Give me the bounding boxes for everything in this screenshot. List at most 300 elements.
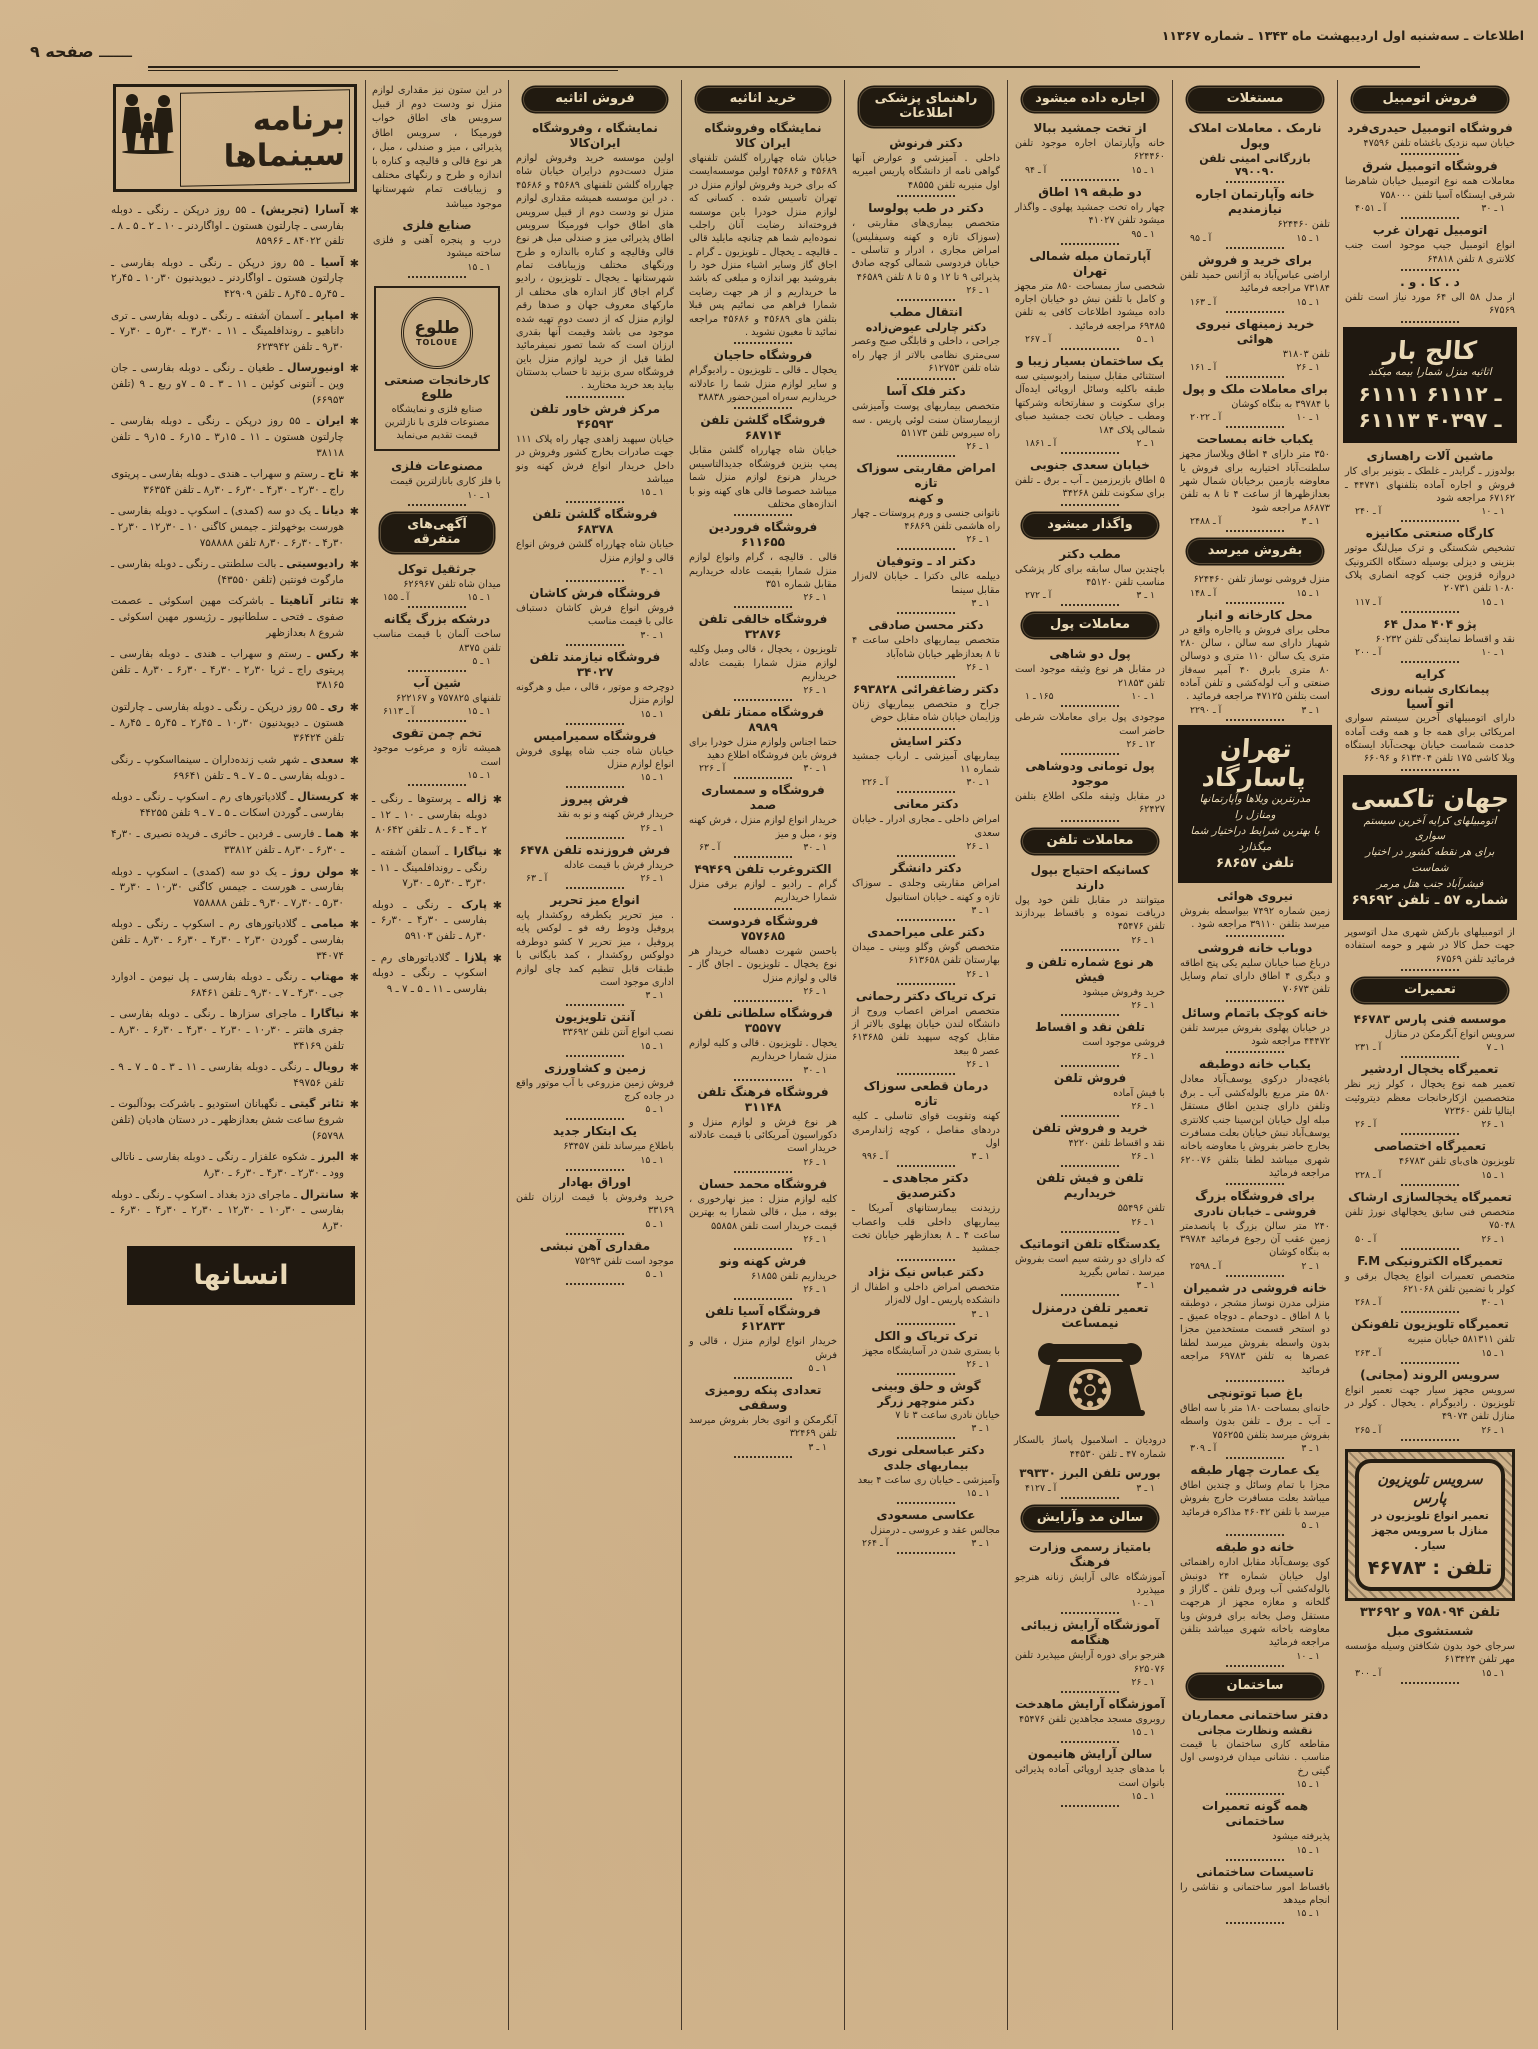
ad-code-right: ۱ ـ ۱۰	[1481, 506, 1505, 518]
ad-code-right: ۱ ـ ۱۵	[1296, 587, 1320, 599]
ad-title: از تخت جمشید ببالا	[1033, 121, 1147, 135]
classified-ad	[1180, 121, 1330, 183]
ad-code-right: ۱ ـ ۲۶	[966, 534, 990, 546]
ad-body: دوچرخه و موتور ، قالی ، مبل و هرگونه لوازم منزل	[516, 681, 674, 707]
ad-code-right: ۱ ـ ۱۵	[467, 261, 491, 273]
section-pill: معاملات پول	[1022, 613, 1158, 638]
ad-divider	[734, 1298, 792, 1300]
ad-title: درشکه بزرگ یگانه	[383, 612, 491, 627]
ad-code-right: ۱ ـ ۵	[645, 1104, 664, 1116]
ad-body: تلفنهای ۷۵۷۸۲۵ و ۶۲۲۱۶۷	[395, 692, 501, 704]
star-icon: ✱	[349, 828, 359, 842]
ad-body: تشخیص شکستگی و ترک میل‌لنگ موتور بنزینی و دیزلی بوسیله دستگاه الکترونیک دروازه قزوین جنب کوچه انصاری پلاک ۱۰۸۰ تلفن ۲۰۷۳۱	[1345, 543, 1515, 595]
ad-code-right: ۱ ـ ۳	[971, 1538, 990, 1550]
ad-footer-codes	[689, 684, 837, 696]
ad-body: جراح و متخصص بیماریهای زنان وزایمان خیابان شاه مقابل حوض	[852, 698, 1000, 724]
cinema-listing: ✱ آسیا ـ ۵۵ روز درپکن ـ رنگی ـ دوبله بفارسی ـ چارلتون هستون ـ اواگاردنر ـ دیویدنیون ۳۰ر۱۰ ـ ۴۵ر۲ ـ ۴۵ر۵ ـ ۴۵ر۸ ـ تلفن ۴۲۹۰۹	[111, 255, 359, 301]
ad-divider	[1226, 1051, 1284, 1053]
ad-body: خریدار انواع لوازم منزل ، فرش کهنه ونو ، مبل و میز	[689, 815, 837, 840]
cinema-listing: ✱ میامی ـ گلادیاتورهای رم ـ اسکوپ ـ رنگی ـ دوبله بفارسی ـ گوردن ۳۰ر۲ ـ ۳۰ر۴ ـ ۳۰ر۶ ـ ۳۰ر۸ ـ تلفن ۳۴۰۷۴	[111, 917, 359, 962]
cinema-listing: ✱ ری ـ ۵۵ روز درپکن ـ رنگی ـ دوبله بفارسی ـ چارلتون هستون ـ دیویدنیون ۳۰ر۱۰ ـ ۴۵ر۲ ـ ۴۵ر۵ ـ ۴۵ر۸ ـ تلفن ۳۶۴۲۴	[111, 700, 359, 745]
classified-ad	[1015, 711, 1165, 755]
ad-title: امراض مقاربتی سوزاک تازه	[856, 461, 996, 491]
ad-divider	[1226, 1793, 1284, 1795]
ad-body: از اتومبیلهای بارکش شهری مدل اتوسوپر جهت حمل کالا در شهر و حومه استفاده فرمائید تلفن ۶۷۵۶۹	[1345, 926, 1515, 965]
ad-code-right: ۱ ـ ۲۶	[1131, 1677, 1155, 1689]
ad-divider	[1401, 1184, 1459, 1186]
ad-body: متخصص امراض اعصاب وروح از دانشگاه لندن خیابان پهلوی بالاتر از مقابل کوچه سپهبد تلفن ۶۱۳۶۸۵ عصر ۵ ببعد	[852, 1005, 1000, 1057]
ad-divider	[897, 676, 955, 678]
classified-ad	[689, 1254, 837, 1300]
ad-body: ساخت آلمان با قیمت مناسب تلفن ۸۳۷۵	[373, 629, 501, 654]
ad-divider	[1226, 426, 1284, 428]
ad-footer-codes	[1015, 164, 1165, 176]
ad-footer-codes	[1015, 1482, 1165, 1494]
ad-code-right: ۱ ـ ۱۰	[1131, 1598, 1155, 1610]
section-pill: اجاره داده میشود	[1022, 87, 1158, 112]
ad-body: خیابان سپهبد زاهدی چهار راه پلاک ۱۱۱ جهت صادرات بخارج کشور وفروش در داخل خریدار انواع فرش کهنه ونو میباشد	[516, 433, 674, 485]
star-icon: ✱	[349, 1151, 359, 1165]
ad-footer-codes	[1015, 333, 1165, 345]
ad-divider	[408, 784, 466, 786]
ad-footer-codes	[1015, 1790, 1165, 1802]
cinema-name: کریستال	[297, 790, 344, 804]
classified-ad	[373, 562, 501, 608]
ad-code-right: ۱ ـ ۲۶	[1131, 1000, 1155, 1012]
ad-footer-codes	[852, 968, 1000, 980]
ad-body: در خیابان پهلوی بفروش میرسد تلفن ۴۴۴۷۲ مراجعه شود	[1180, 1022, 1330, 1048]
ad-body: یخچال . تلویزیون . قالی و کلیه لوازم منزل شمارا خریداریم	[689, 1037, 837, 1063]
ad-footer-codes	[516, 1040, 674, 1052]
ad-divider	[566, 1233, 624, 1235]
ad-code-left: آ ـ ۶۱۱۳	[383, 706, 415, 718]
ad-body: روبروی مسجد مجاهدین تلفن ۴۵۴۷۶	[1018, 1714, 1165, 1726]
ad-code-right: ۱ ـ ۳	[1136, 1482, 1155, 1494]
ad-code-right: ۱ ـ ۱۵	[1131, 1727, 1155, 1739]
star-icon: ✱	[349, 1061, 359, 1075]
ad-footer-codes	[1180, 296, 1330, 308]
display-ad-kalej-bar	[1345, 329, 1515, 442]
classified-ad	[516, 792, 674, 838]
ad-code-right: ۱ ـ ۱۵	[1131, 164, 1155, 176]
ad-title: دکتر اسایش	[890, 733, 962, 748]
section-pill: فروش اتومبیل	[1352, 87, 1508, 112]
ad-body: تلویزیون های‌بای تلفن ۴۶۷۸۳	[1398, 1156, 1515, 1168]
ad-subtitle: دکتر منوچهر زرگر	[877, 1394, 975, 1408]
ad-footer-codes	[1180, 587, 1330, 599]
ad-title: دکتر در طب پولوسا	[868, 201, 984, 216]
classified-ad	[689, 1383, 837, 1458]
section-pill: راهنمای پزشکی اطلاعات	[859, 87, 993, 127]
ad-code-right: ۱ ـ ۳	[971, 1308, 990, 1320]
display-ad-title: کالج بار	[1382, 335, 1478, 365]
classified-ad	[1180, 573, 1330, 603]
ad-body: تلفن ۵۵۴۹۶	[1117, 1203, 1165, 1215]
ad-code-right: ۱ ـ ۲	[1136, 437, 1155, 449]
ad-divider	[897, 1552, 955, 1554]
ad-divider	[897, 1502, 955, 1504]
ad-footer-codes	[516, 1218, 674, 1230]
column-ejare-pool-telefon	[1007, 80, 1172, 2030]
ad-code-right: ۱ ـ ۱۵	[640, 487, 664, 499]
ad-divider	[1061, 1497, 1119, 1499]
ad-body: از مدل ۵۸ الی ۶۴ مورد نیاز است تلفن ۶۷۵۶۹	[1345, 291, 1515, 317]
classified-ad	[1345, 223, 1515, 271]
classified-ad	[373, 676, 501, 722]
ad-footer-codes	[516, 629, 674, 641]
ad-body: متخصص گوش وگلو وبینی ـ میدان بهارستان تلفن ۶۱۳۶۵۸	[852, 941, 1000, 967]
star-icon: ✱	[349, 558, 359, 572]
tolou-logo-latin: TOLOUE	[416, 338, 458, 348]
ad-divider	[1401, 269, 1459, 271]
ad-body: داخلی . آمیزشی و عوارض آنها گواهی نامه از دانشگاه پاریس امیریه اول منیریه تلفن ۴۸۵۵۵	[852, 153, 1000, 191]
ad-code-right: ۱ ـ ۲۶	[1131, 934, 1155, 946]
column-rahnamaye-pezeshki	[844, 80, 1007, 2030]
classified-ad	[1345, 1368, 1515, 1441]
classified-ad	[1345, 121, 1515, 155]
ad-footer-codes	[1180, 232, 1330, 244]
ad-footer-codes	[1345, 1041, 1515, 1053]
ad-code-left: آ ـ ۲۷۲	[1025, 590, 1052, 602]
ad-body: متخصص بیماریهای داخلی ساعت ۴ تا ۸ بعدازظهر خیابان شاه‌آباد	[852, 635, 1000, 660]
ad-title: تاسیسات ساختمانی	[1196, 1864, 1314, 1879]
ad-code-left: آ ـ ۲۰۰	[1355, 647, 1382, 659]
ad-body: گرام ـ رادیو ـ لوازم برقی منزل شمارا خریداریم	[689, 879, 837, 904]
ad-footer-codes	[516, 1103, 674, 1115]
classified-ad	[852, 384, 1000, 457]
ad-footer-codes	[516, 822, 674, 834]
classified-ad	[516, 893, 674, 1006]
ad-footer-codes	[1015, 1597, 1165, 1609]
ad-body: سرجای خود بدون شکافتن وسیله مؤسسه مهر تلفن ۶۱۳۴۲۴	[1345, 1640, 1515, 1666]
ad-code-right: ۱ ـ ۲۶	[803, 1233, 827, 1245]
section-pill: خرید اثاثیه	[696, 87, 830, 112]
ad-body: متخصص بیماری‌های مقاربتی ، (سوزاک تازه و کهنه وسیفلیس) امراض مجاری ، ادرار و تناسلی ـ خیابان فردوسی شمالی کوچه صادق پذیرائی ۹ تا ۱۲ و ۵ تا ۸ تلفن ۴۶۵۸۹	[852, 218, 1000, 283]
ad-body: مقاطعه کاری ساختمان با قیمت مناسب . نشانی میدان فردوسی اول گیتی رخ	[1180, 1739, 1330, 1777]
ad-divider	[1061, 820, 1119, 822]
ad-code-right: ۱ ـ ۱۵	[1296, 1844, 1320, 1856]
cinema-listing: ✱ البرز ـ شکوه علفزار ـ رنگی ـ دوبله بفارسی ـ ناتالی وود ـ ۳۰ر۲ ـ ۳۰ر۴ ـ ۳۰ر۶ ـ ۳۰ر۸	[111, 1150, 359, 1179]
classified-ad	[1345, 617, 1515, 663]
ad-title: ترک تریاک دکتر رحمانی	[855, 988, 997, 1003]
ad-body: خیابان شاه چهارراه گلشن مقابل پمپ بنزین فروشگاه جدیدالتاسیس خریدار هرنوع لوازم منزل شما میباشد خصوصا قالی های کهنه ونو با اندازه‌های مختلف	[689, 445, 837, 510]
ad-code-right: ۱ ـ ۲۶	[803, 1284, 827, 1296]
ad-body: خیابان شاه چهارراه گلشن تلفنهای ۴۵۶۸۹ و ۴۵۶۸۶ اولین موسسه‌ایست که برای خرید وفروش لوازم منزل در تهران تاسیس شده . کسانی که لوازم منزل خودرا باین موسسه فروخته‌اند رضایت آنان راجلب نموده‌ایم شما هم چنانچه مایلید قالی ـ قالیچه ـ یخچال ـ تلویزیون ـ گرام ـ اجاق گاز وسایر اشیاء منزل خود را بفروشید بهر اندازه و مبلغی که باشد ما خریداریم و از هر جهت رضایت شمارا فراهم می نمائیم پس قبلا بتلفن های ۴۵۶۸۹ و ۴۵۶۸۶ مراجعه نمائید تا مغبون نشوید .	[689, 153, 837, 338]
ad-title: سالن آرایش هانیمون	[1027, 1747, 1153, 1762]
ad-body: اولین موسسه خرید وفروش لوازم منزل دست‌دوم درایران خیابان شاه چهارراه گلشن تلفنهای ۴۵۶۸۹ و ۴۵۶۸۶ . در این موسسه همیشه مقداری لوازم منزل نو ودست دوم از قبیل سرویس های اطاق خواب فورمیکا سرویس اطاق پذیرائی میز و صندلی مبل هر نوع قالی وقالیچه و کناره بااندازه و طرح ورنگهای مختلف وزیبابافت تمام شهرستانها ـ یخچال ـ تلویزیون ، رادیو گرام اجاق گاز اندازه های مختلف از مارکهای معروف جهان و صدها رقم لوازم منزل که از دست دوم تهیه شده موجود می باشد وقیمت آنها بقدری ارزان است که شما تصور نمیفرمائید لطفا قبل از خرید لوازم منزل باین فروشگاه سری بزنید تا حساب بدستتان بیاید بعد خرید مختارید .	[516, 153, 674, 392]
ad-title: فروشگاه و سمساری صمد	[701, 783, 825, 813]
ad-title: دو طبقه ۱۹ اطاق	[1038, 184, 1142, 199]
cinema-name: سانترال	[300, 1187, 344, 1201]
classified-ad	[852, 305, 1000, 380]
ad-code-right: ۱ ـ ۱۵	[1481, 596, 1505, 608]
classified-ad	[852, 461, 1000, 550]
ad-title: عکاسی مسعودی	[876, 1508, 976, 1522]
star-icon: ✱	[349, 505, 359, 519]
ad-divider	[1401, 321, 1459, 323]
ad-code-left: آ ـ ۱۱۷	[1355, 596, 1382, 608]
classified-ad	[1345, 667, 1515, 771]
section-pill: ساختمان	[1187, 1674, 1323, 1699]
ad-divider	[734, 856, 792, 858]
display-ad-line: با بهترین شرایط دراختیار شما میگذارد	[1190, 824, 1320, 853]
ad-code-left: آ ـ ۳۰۰	[1355, 1667, 1382, 1679]
ad-title: دکتر دانشگر	[890, 861, 962, 876]
ad-code-right: ۱ ـ ۱۵	[1296, 1908, 1320, 1920]
star-icon: ✱	[349, 753, 359, 767]
ad-footer-codes	[689, 1441, 837, 1453]
display-ad-line: مدرنترین ویلاها وآپارتمانها ومنازل را	[1199, 793, 1311, 821]
ad-code-right: ۱ ـ ۳	[971, 1151, 990, 1163]
classified-ad	[852, 734, 1000, 794]
ad-footer-codes	[516, 771, 674, 783]
classified-ad	[373, 218, 501, 278]
classified-ad	[1015, 458, 1165, 506]
ad-divider	[408, 720, 466, 722]
ad-body: خیابان نادری ساعت ۳ تا ۷	[895, 1410, 1000, 1422]
classified-ad	[1345, 926, 1515, 971]
classified-ad	[373, 726, 501, 786]
ad-code-right: ۱ ـ ۱۵	[966, 1488, 990, 1499]
ad-body: تلفن ۵۸۱۳۱۱ خیابان منیریه	[1407, 1334, 1515, 1346]
ad-body: هر نوع فرش و لوازم منزل و دکوراسیون آمریکائی با قیمت عادلانه خریدار است	[689, 1116, 837, 1155]
ad-title: دکتر فرنوش	[889, 136, 963, 150]
ad-footer-codes	[1015, 1676, 1165, 1688]
ad-divider	[1061, 949, 1119, 951]
ad-code-left: آ ـ ۱۸۶۱	[1025, 437, 1057, 449]
ad-divider	[1226, 1275, 1284, 1277]
ad-code-left: آ ـ ۴۱۲۷	[1025, 1482, 1057, 1494]
ad-body: شخصی ساز بمساحت ۸۵۰ متر مجهز و کامل با تلفن نبش دو خیابان اجاره داده میشود اطلاعات کافی به تلفن ۶۹۴۸۵ مراجعه فرمائید .	[1015, 280, 1165, 332]
ad-divider	[1226, 1534, 1284, 1536]
ad-body: موجود است تلفن ۷۵۲۹۳	[574, 1255, 674, 1267]
cinema-listing: ✱ هما ـ فارسی ـ فردین ـ حائری ـ فریده نصیری ـ ۳۰ر۴ ـ ۳۰ر۶ ـ ۳۰ر۸ ـ تلفن ۳۳۸۱۲	[111, 827, 359, 856]
ad-body: تلفن ۶۲۴۴۶۰	[1277, 219, 1330, 231]
cinema-listing: ✱ تئاتر آناهیتا ـ باشرکت مهین اسکوئی ـ عصمت صفوی ـ فتحی ـ سلطانپور ـ رژیسور مهین اسکوئی ـ شروع ۸ بعدازظهر	[111, 594, 359, 639]
ad-divider	[897, 1437, 955, 1439]
ad-code-right: ۱ ـ ۳	[1301, 704, 1320, 716]
classified-ad	[852, 1329, 1000, 1375]
ad-body: موجودی پول برای معاملات شرطی حاضر است	[1015, 712, 1165, 737]
ad-divider	[566, 837, 624, 839]
ad-code-left: آ ـ ۲۶۸	[1355, 1297, 1382, 1309]
ad-code-right: ۱ ـ ۱۵	[467, 706, 491, 718]
ad-title: دکتر اد ـ وتوفیان	[876, 554, 976, 569]
ad-title: صنایع فلزی	[402, 217, 472, 232]
ad-title: تخم چمن تقوی	[391, 726, 483, 741]
ad-divider	[566, 396, 624, 398]
ad-footer-codes	[516, 565, 674, 577]
ad-title: فروشگاه اتومبیل شرق	[1362, 159, 1498, 174]
ad-code-right: ۱ ـ ۲۶	[803, 684, 827, 696]
ad-body: امراض مقاربتی وجلدی ـ سوزاک تازه و کهنه ـ خیابان استانبول	[852, 878, 1000, 903]
ad-divider	[566, 644, 624, 646]
ad-title: خرید زمینهای نیروی هوائی	[1195, 316, 1315, 346]
page-number	[30, 42, 132, 61]
ad-body: باقساط امور ساختمانی و نقاشی را انجام میدهد	[1180, 1881, 1330, 1906]
ad-divider	[734, 1377, 792, 1379]
ad-divider	[1061, 452, 1119, 454]
ad-title: فروشگاه سمیرامیس	[533, 728, 657, 743]
ad-footer-codes	[1015, 1050, 1165, 1062]
ad-code-left: آ ـ ۶۳	[699, 842, 721, 853]
ad-title: دکتر فلک آسا	[886, 384, 966, 399]
ad-title: موسسه فنی پارس ۴۶۷۸۳	[1353, 1011, 1507, 1026]
classifieds-grid	[10, 80, 1522, 2030]
ad-body: . میز تحریر یکطرفه روکشدار پایه پروفیل ودوط رفه فو ـ لوکس پایه پروفیل ، میز تحریر ۷ کشو دوطرفه دولوکس روکشدار ، کمد بایگانی با طبقات قابل تنظیم کمد چای لوازم اداری موجود است	[516, 910, 674, 988]
ad-body: میدان شاه تلفن ۶۲۶۹۶۷	[403, 578, 501, 590]
ad-divider	[897, 548, 955, 550]
ad-title: کارگاه صنعتی مکانیزه	[1365, 526, 1495, 541]
ad-footer-codes	[516, 1154, 674, 1166]
classified-ad	[689, 862, 837, 910]
ad-code-left: آ ـ ۱۶۳	[1190, 296, 1217, 308]
ad-body: جراحی ، داخلی و قابلگی صبح وعصر سی‌متری نظامی بالاتر از چهار راه شاه تلفن ۶۱۲۷۵۳	[852, 336, 1000, 374]
ad-title: فروشگاه فردوست ۷۵۷۶۸۵	[707, 913, 819, 943]
ad-footer-codes	[852, 284, 1000, 296]
ad-body: مجزا با تمام وسائل و چندین اطاق میباشد بعلت مسافرت خارج بفروش میرسد با تلفن ۴۶۰۴۲ مذاکره فرمائید	[1180, 1480, 1330, 1518]
ad-footer-codes	[1180, 1907, 1330, 1919]
ad-subtitle2: اتو آسیا	[1406, 696, 1454, 712]
cinema-name: سعدی	[310, 752, 344, 766]
ad-code-right: ۱ ـ ۱۵	[1481, 1347, 1505, 1359]
ad-divider	[1226, 1000, 1284, 1002]
ad-code-left: آ ـ ۲۲۶	[699, 763, 726, 775]
cinema-listing: ✱ ایران ـ ۵۵ روز درپکن ـ رنگی ـ دوبله بفارسی ـ چارلتون هستون ـ ۱۱ ـ ۱۵ر۳ ـ ۱۵ر۶ ـ ۱۵ر۹ ـ تلفن ۳۸۱۱۸	[111, 414, 359, 459]
ad-body: متخصص بیماریهای پوست وآمیزشی ازبیمارستان سنت لوئی پاریس . سه راه سیروس تلفن ۵۱۱۷۳	[852, 401, 1000, 440]
ad-footer-codes	[1015, 934, 1165, 946]
ad-body: با فیش آماده	[1113, 1087, 1165, 1099]
display-ad-title: تهران پاسارگاد	[1201, 733, 1308, 792]
classified-ad	[516, 729, 674, 789]
classified-ad	[1015, 863, 1165, 951]
page-number-label: صفحه ۹	[30, 42, 94, 61]
cinema-listing: ✱ تاج ـ رستم و سهراب ـ هندی ـ دوبله بفارسی ـ پریتوی راج ـ ۳۰ر۲ ـ ۳۰ر۴ ـ ۳۰ر۶ ـ ۳۰ر۸ ـ تلفن ۳۶۳۵۴	[111, 467, 359, 496]
classified-ad	[516, 586, 674, 646]
ad-title: تعمیرگاه اختصاصی	[1373, 1139, 1487, 1154]
star-icon: ✱	[492, 845, 502, 859]
ad-footer-codes	[852, 840, 1000, 852]
ad-body: خرید وفروش میشود	[1082, 986, 1165, 998]
ad-code-right: ۱ ـ ۵	[1136, 334, 1155, 345]
cinema-programs-title: برنامه سینماها	[180, 89, 350, 187]
ad-code-right: ۱ ـ ۱۵	[640, 1040, 664, 1052]
classified-ad	[689, 1304, 837, 1379]
cinema-name: ژاله	[466, 792, 487, 806]
ad-footer-codes	[689, 841, 837, 853]
ad-footer-codes	[1345, 646, 1515, 658]
ad-title: نمایشگاه ، وفروشگاه ایران‌کالا	[532, 121, 658, 150]
classified-ad	[1015, 1071, 1165, 1117]
cinema-listing: ✱ پلازا ـ گلادیاتورهای رم ـ اسکوپ ـ رنگی ـ دوبله بفارسی ـ ۱۱ ـ ۵ ـ ۷ ـ ۹	[372, 950, 502, 995]
classified-ad	[516, 843, 674, 889]
ad-body: اراضی عباس‌آباد به آژانس حمید تلفن ۷۳۱۸۴ مراجعه فرمائید	[1180, 269, 1330, 295]
ad-title: فروشگاه نیازمند تلفن ۳۴۰۲۷	[529, 649, 661, 679]
ad-footer-codes	[1015, 999, 1165, 1011]
ad-divider	[1226, 1922, 1284, 1924]
ad-divider	[897, 195, 955, 197]
classified-ad	[516, 121, 674, 398]
ad-title: فروشگاه ممتاز تلفن ۸۹۸۹	[701, 704, 825, 734]
classified-ad	[852, 797, 1000, 857]
ad-body: خریدار انواع لوازم منزل ، قالی و فرش	[689, 1336, 837, 1361]
star-icon: ✱	[349, 648, 359, 662]
ad-code-left: آ ـ ۲۴۸۸	[1190, 516, 1222, 528]
star-icon: ✱	[492, 793, 502, 807]
ad-footer-codes	[1015, 690, 1165, 702]
ad-divider	[566, 1283, 624, 1285]
cinema-listing: ✱ تئاتر گیتی ـ نگهبانان استودیو ـ باشرکت بودآلبوت ـ شروع ساعت شش بعدازظهر ـ در دستان هادیان (تلفن ۶۵۷۹۸)	[111, 1097, 359, 1142]
cinema-name: دیانا	[321, 504, 344, 518]
ad-body: زمین شماره ۷۴۹۲ بیواسطه بفروش میرسد بتلفن ۳۹۱۱۰ مراجعه شود .	[1180, 905, 1330, 931]
ad-divider	[1061, 504, 1119, 506]
ad-title: دکتر رضاغفرائی ۶۹۳۸۲۸	[853, 681, 999, 696]
ad-footer-codes	[852, 440, 1000, 452]
ad-title: آپارتمان مبله شمالی تهران	[1029, 248, 1151, 278]
ad-divider	[897, 1259, 955, 1261]
star-icon: ✱	[349, 701, 359, 715]
classified-ad	[1180, 1189, 1330, 1276]
tolou-logo-farsi: طلوع	[414, 318, 460, 339]
classified-ad	[1015, 1020, 1165, 1066]
ad-body: خریداریم تلفن ۶۱۸۵۵	[751, 1270, 837, 1282]
ad-footer-codes	[373, 705, 501, 717]
classified-ad	[1015, 354, 1165, 454]
ad-code-right: ۱ ـ ۱۰	[467, 489, 491, 501]
ad-code-right: ۱ ـ ۳۰	[1481, 1297, 1505, 1309]
classified-ad	[1015, 1540, 1165, 1615]
ad-body: ۲۴۰ متر سالن بزرگ با پانصدمتر زمین عقب آن رجوع فرمائید ۳۹۷۸۴ به بنگاه کوشان	[1180, 1220, 1330, 1259]
ad-divider	[734, 342, 792, 344]
ad-title: آنتن تلویزیون	[555, 1010, 635, 1025]
ad-title: یک عمارت چهار طبقه	[1190, 1463, 1320, 1478]
display-ad-phone: ۶۱۱۱۳ ـ ۴۰۳۹۷	[1358, 408, 1502, 433]
ad-footer-codes	[1015, 1216, 1165, 1228]
ad-footer-codes	[852, 1537, 1000, 1549]
ad-code-right: ۱ ـ ۱۵	[640, 1154, 664, 1166]
ad-footer-codes	[689, 1233, 837, 1245]
column-forush-otomobil	[1337, 80, 1522, 2030]
ad-divider	[1226, 1665, 1284, 1667]
display-ad-ensanha	[129, 1248, 353, 1303]
ad-body: در مقابل هر نوع وثیقه موجود است تلفن ۲۱۸۵۳	[1015, 664, 1165, 689]
cinema-name: البرز	[318, 1150, 344, 1164]
ad-code-left: آ ـ ۲۵۹۸	[1190, 1260, 1222, 1272]
cinema-listing: ✱ امپایر ـ آسمان آشفته ـ رنگی ـ دوبله بفارسی ـ تری داناهیو ـ روندافلمینگ ـ ۱۱ ـ ۳۰ر۳ ـ ۳۰ر۵ ـ ۳۰ر۷ ـ ۳۰ر۹ ـ تلفن ۶۲۳۹۴۲	[111, 308, 359, 353]
classified-ad	[1345, 449, 1515, 522]
ad-body: درباغ صبا خیابان سلیم یکی پنج اطاقه و دیگری ۴ اطاق دارای تمام وسایل تلفن ۷۰۶۷۳	[1180, 957, 1331, 996]
classified-ad	[1180, 1540, 1330, 1667]
ad-code-right: ۱ ـ ۲۶	[1481, 1119, 1505, 1131]
classified-ad	[1015, 249, 1165, 351]
ad-title: دکتر محسن صادقی	[868, 618, 984, 633]
ad-body: نصب انواع آنتن تلفن ۳۳۶۹۲	[562, 1027, 674, 1039]
cinema-listing: ✱ رویال ـ رنگی ـ دوبله بفارسی ـ ۱۱ ـ ۳ ـ ۵ ـ ۷ ـ ۹ ـ تلفن ۴۹۷۵۶	[111, 1060, 359, 1089]
display-ad-line: اتومبیلهای کرایه آخرین سیستم سواری	[1363, 814, 1497, 843]
ad-body: پذیرفته میشود	[1272, 1831, 1330, 1843]
ad-footer-codes	[852, 661, 1000, 673]
ad-divider	[1401, 153, 1459, 155]
classified-ad	[1345, 1317, 1515, 1363]
section-pill: تعمیرات	[1352, 978, 1508, 1003]
ad-body: تلفن ۳۱۸۰۳	[1282, 348, 1330, 360]
phone-ad-title: تعمیر تلفن درمنزل نیمساعت	[1031, 1300, 1149, 1331]
cinema-name: رکس	[315, 647, 344, 661]
classified-ad	[852, 1379, 1000, 1440]
ad-code-right: ۱ ـ ۳۰	[640, 566, 664, 577]
cinema-name: نیاگارا	[453, 844, 487, 858]
classified-ad	[1180, 1463, 1330, 1536]
